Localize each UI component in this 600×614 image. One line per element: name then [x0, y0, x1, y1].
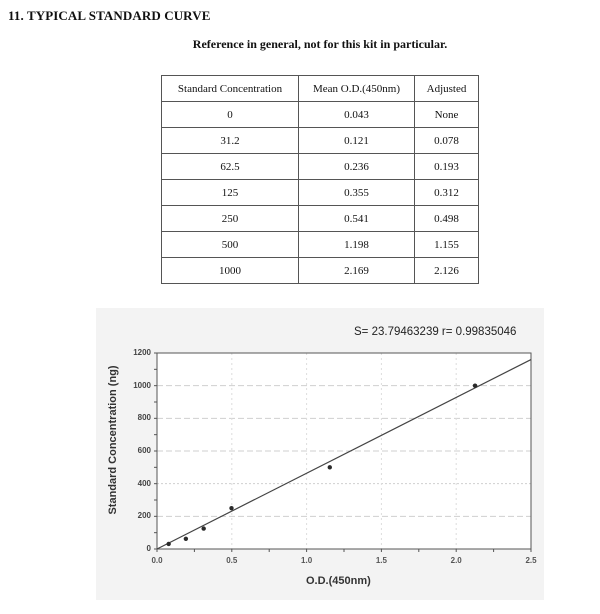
y-tick-label: 1000: [133, 380, 151, 390]
column-header: Standard Concentration: [162, 76, 299, 102]
table-row: [162, 128, 479, 154]
x-tick-label: 0.5: [226, 556, 238, 565]
data-point: [201, 526, 205, 530]
y-tick-label: 1200: [133, 348, 151, 357]
x-tick-label: 1.0: [301, 556, 313, 565]
cell: 250: [162, 206, 299, 232]
cell: 62.5: [162, 154, 299, 180]
cell: 0.078: [415, 128, 479, 154]
reference-note: Reference in general, not for this kit in particular.: [192, 37, 448, 51]
table-row: [162, 232, 479, 258]
y-tick-label: 600: [137, 446, 151, 455]
table-row: [162, 102, 479, 128]
y-tick-label: 800: [137, 413, 151, 423]
data-point: [184, 537, 188, 541]
x-tick-label: 2.5: [525, 556, 537, 565]
cell: None: [415, 102, 479, 128]
cell: 0.498: [415, 206, 479, 232]
y-tick-label: 400: [137, 478, 151, 488]
column-header: Mean O.D.(450nm): [299, 76, 415, 102]
cell: 0.236: [299, 154, 415, 180]
regression-stats: S= 23.79463239 r= 0.99835046: [354, 326, 517, 338]
table-row: [162, 154, 479, 180]
cell: 500: [162, 232, 299, 258]
cell: 31.2: [162, 128, 299, 154]
cell: 0: [162, 102, 299, 128]
y-tick-label: 0: [146, 544, 151, 553]
table-row: [162, 258, 479, 284]
table-row: [162, 180, 479, 206]
cell: 125: [162, 180, 299, 206]
y-tick-label: 200: [137, 511, 151, 521]
standard-curve-table: [161, 75, 479, 284]
cell: 0.043: [299, 102, 415, 128]
data-point: [166, 542, 170, 546]
x-tick-label: 0.0: [151, 556, 163, 565]
cell: 1000: [162, 258, 299, 284]
cell: 1.155: [415, 232, 479, 258]
data-point: [328, 465, 332, 469]
cell: 2.126: [415, 258, 479, 284]
data-point: [229, 506, 233, 510]
data-point: [473, 383, 477, 387]
x-axis-label: O.D.(450nm): [306, 575, 371, 587]
section-title: 11. TYPICAL STANDARD CURVE: [8, 8, 211, 23]
table-header-row: [162, 76, 479, 102]
cell: 2.169: [299, 258, 415, 284]
cell: 0.355: [299, 180, 415, 206]
cell: 1.198: [299, 232, 415, 258]
cell: 0.541: [299, 206, 415, 232]
cell: 0.193: [415, 154, 479, 180]
x-tick-label: 1.5: [375, 556, 387, 565]
cell: 0.312: [415, 180, 479, 206]
x-tick-label: 2.0: [450, 556, 462, 565]
column-header: Adjusted: [415, 76, 479, 102]
table-row: [162, 206, 479, 232]
cell: 0.121: [299, 128, 415, 154]
